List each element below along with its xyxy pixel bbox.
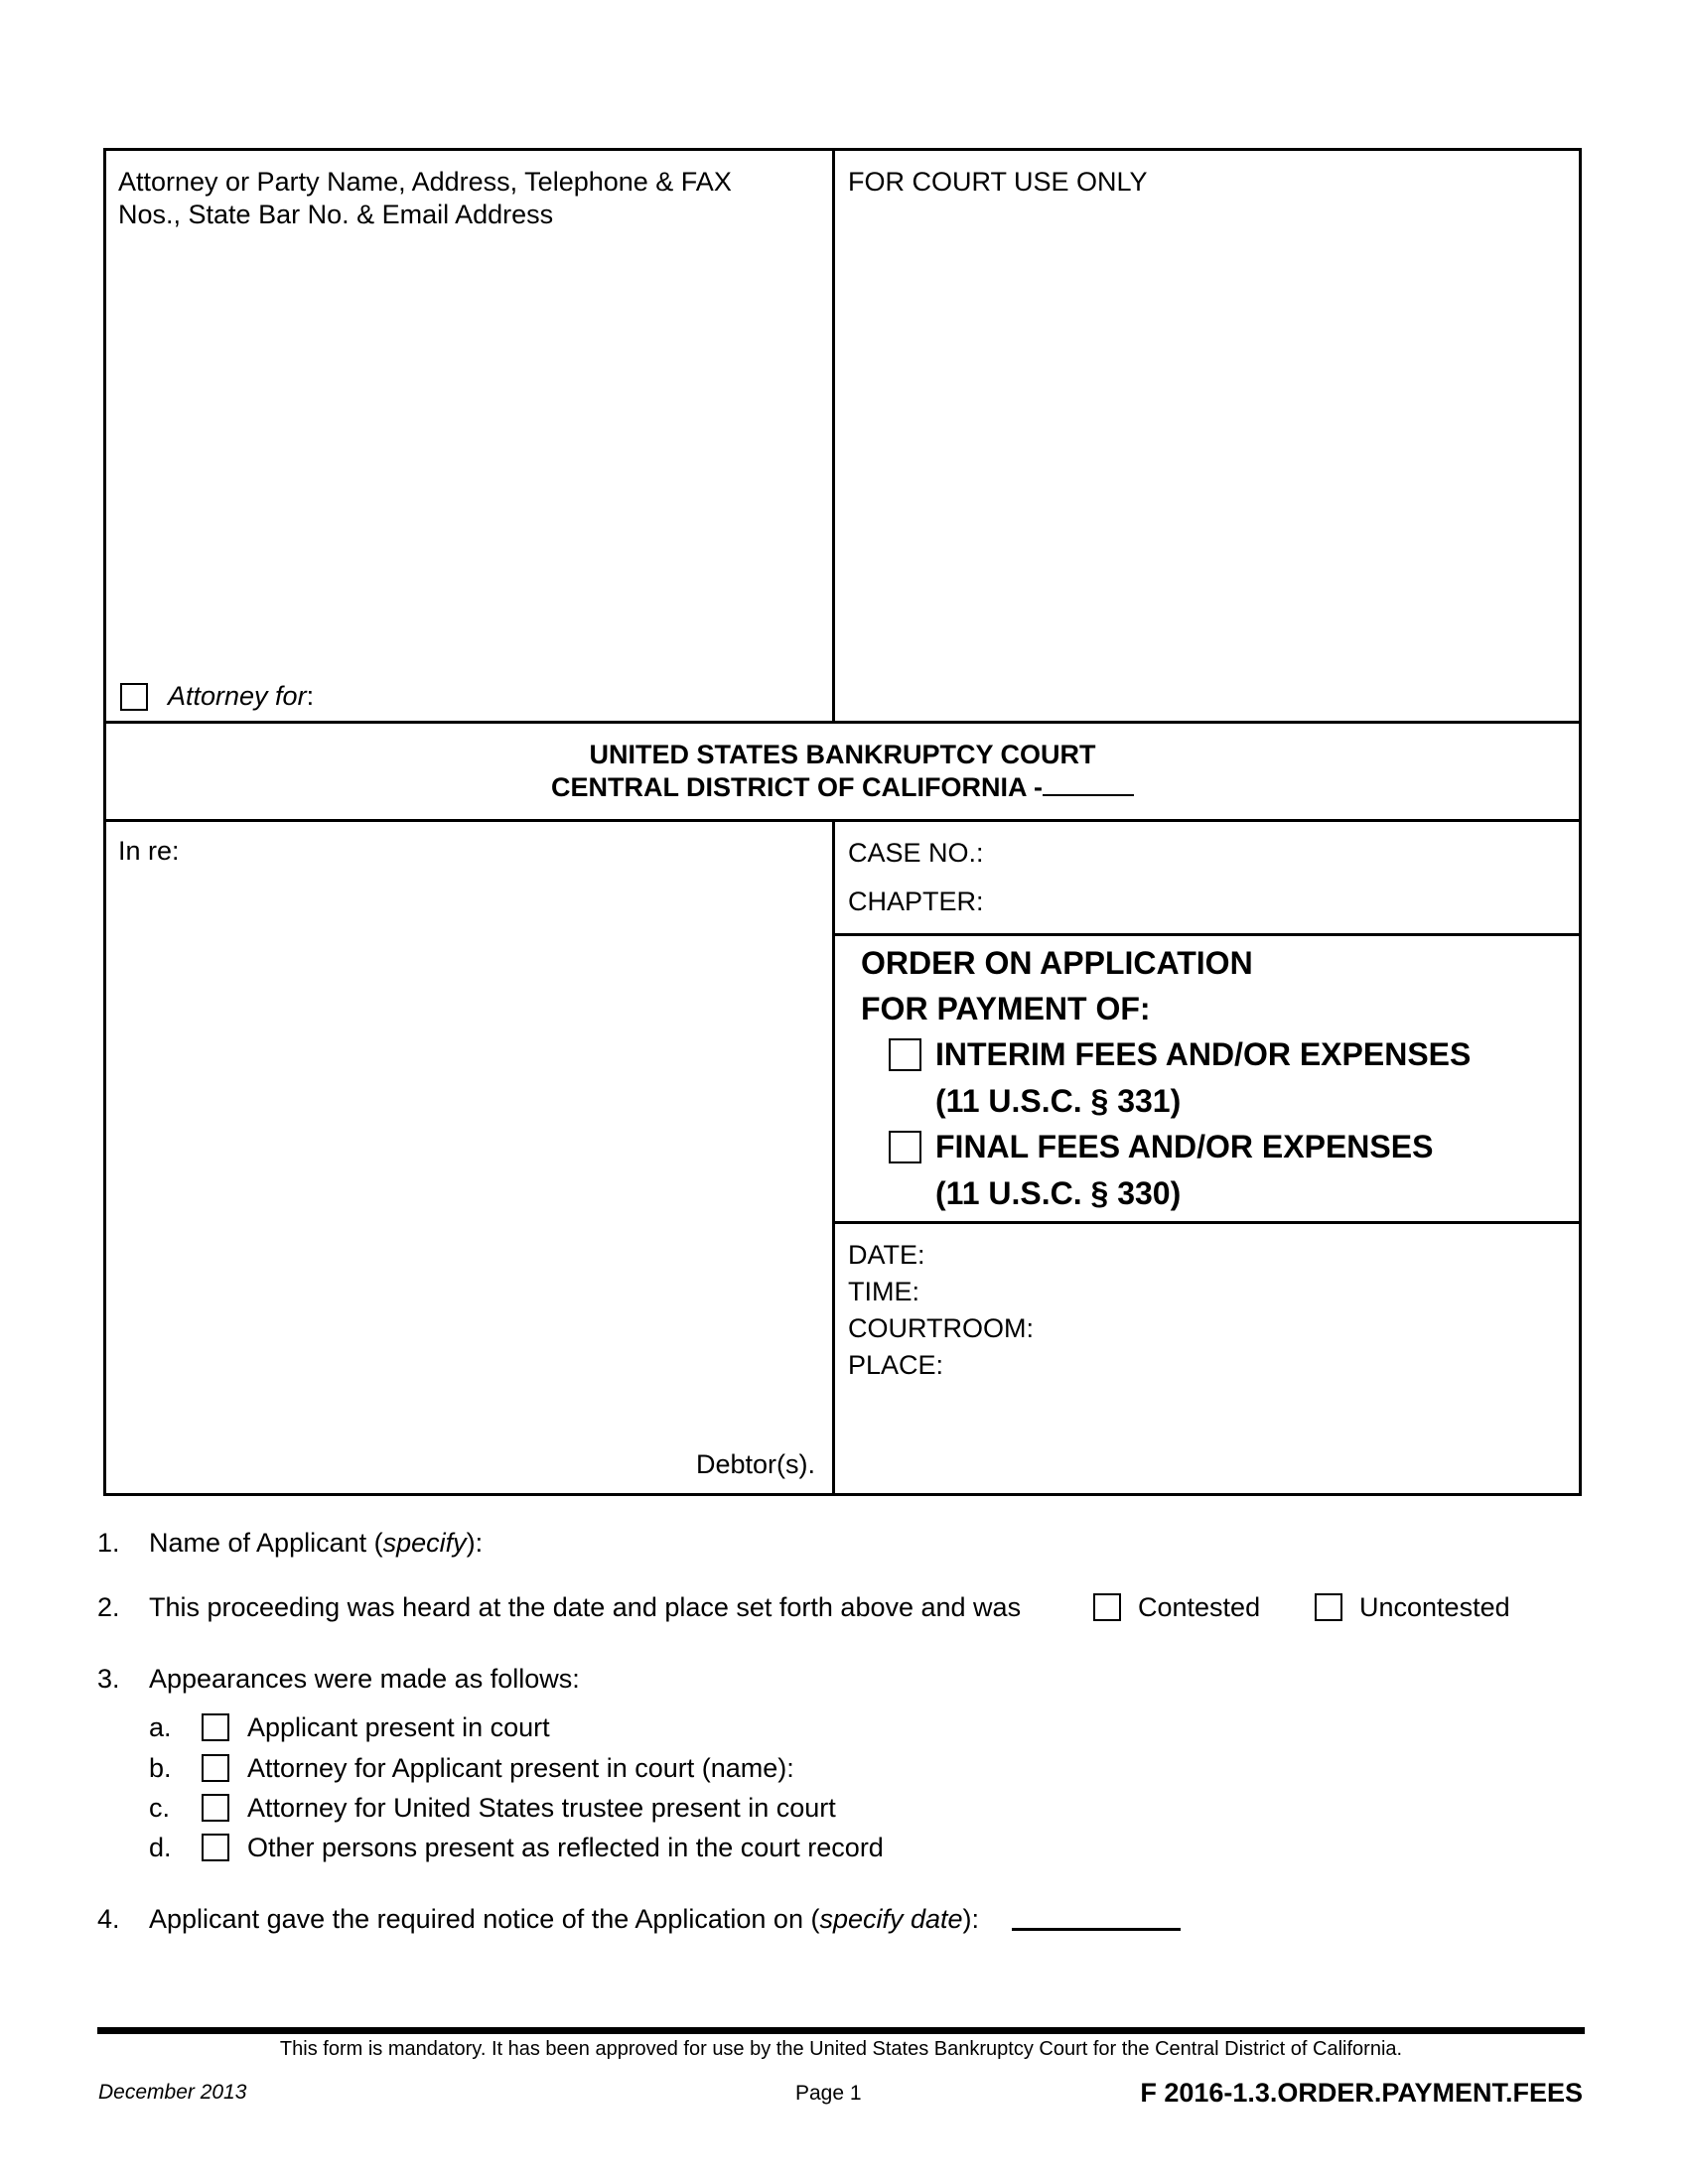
order-title-line2: FOR PAYMENT OF:: [861, 991, 1151, 1026]
debtors-label: Debtor(s).: [696, 1449, 816, 1479]
item-1-specify: specify: [382, 1528, 467, 1558]
item-1-number: 1.: [97, 1528, 120, 1558]
caption-divider-court-bottom: [103, 819, 1582, 822]
applicant-present-checkbox[interactable]: [202, 1713, 229, 1741]
attorney-label-line2: Nos., State Bar No. & Email Address: [118, 200, 554, 229]
attorney-present-checkbox[interactable]: [202, 1754, 229, 1782]
attorney-present-label: Attorney for Applicant present in court (name):: [247, 1753, 794, 1783]
order-title-line1: ORDER ON APPLICATION: [861, 945, 1253, 981]
case-divider: [832, 933, 1582, 936]
attorney-for-checkbox[interactable]: [120, 683, 148, 711]
caption-divider-court-top: [103, 721, 1582, 724]
item-4-text: [149, 1903, 979, 1936]
court-district: CENTRAL DISTRICT OF CALIFORNIA -: [551, 772, 1043, 802]
other-persons-label: Other persons present as reflected in the court record: [247, 1833, 884, 1862]
item-3-text: Appearances were made as follows:: [149, 1664, 580, 1694]
item-4-specify-date: specify date: [819, 1904, 963, 1934]
uncontested-label: Uncontested: [1359, 1592, 1510, 1622]
trustee-present-label: Attorney for United States trustee present in court: [247, 1793, 836, 1823]
item-3b-letter: b.: [149, 1753, 172, 1783]
item-4-prefix: Applicant gave the required notice of the Application on (: [149, 1904, 820, 1934]
interim-fees-checkbox[interactable]: [889, 1038, 921, 1071]
court-title-line1: UNITED STATES BANKRUPTCY COURT: [589, 740, 1096, 769]
interim-fees-statute: (11 U.S.C. § 331): [935, 1083, 1182, 1119]
final-fees-statute: (11 U.S.C. § 330): [935, 1175, 1182, 1211]
caption-table: [103, 148, 1582, 1496]
attorney-for-label: [168, 680, 314, 713]
footer-mandatory: This form is mandatory. It has been approved for use by the United States Bankruptcy Court for the Central District of California.: [279, 2038, 1403, 2060]
final-fees-label: FINAL FEES AND/OR EXPENSES: [935, 1129, 1434, 1164]
other-persons-checkbox[interactable]: [202, 1834, 229, 1861]
hearing-place-label: PLACE:: [848, 1350, 944, 1380]
case-no-label: CASE NO.:: [848, 838, 984, 868]
caption-divider-bottom: [832, 819, 835, 1496]
applicant-present-label: Applicant present in court: [247, 1712, 550, 1742]
item-2-text: This proceeding was heard at the date and place set forth above and was: [149, 1592, 1022, 1622]
contested-checkbox[interactable]: [1093, 1593, 1121, 1621]
contested-label: Contested: [1138, 1592, 1261, 1622]
footer-page: Page 1: [795, 2082, 862, 2105]
attorney-for-colon: :: [306, 681, 315, 711]
caption-divider-top: [832, 148, 835, 724]
order-divider: [832, 1221, 1582, 1224]
item-4-suffix: ):: [962, 1904, 980, 1934]
item-1-text: [149, 1527, 483, 1560]
item-1-suffix: ):: [466, 1528, 484, 1558]
final-fees-checkbox[interactable]: [889, 1131, 921, 1163]
footer-rule: [97, 2027, 1585, 2034]
item-4-number: 4.: [97, 1904, 120, 1934]
footer-form-id: F 2016-1.3.ORDER.PAYMENT.FEES: [1140, 2078, 1583, 2108]
hearing-courtroom-label: COURTROOM:: [848, 1313, 1034, 1343]
interim-fees-label: INTERIM FEES AND/OR EXPENSES: [935, 1036, 1472, 1072]
attorney-for-text: Attorney for: [168, 681, 307, 711]
court-title-line2: [103, 770, 1582, 804]
item-2-number: 2.: [97, 1592, 120, 1622]
item-3d-letter: d.: [149, 1833, 172, 1862]
in-re-label: In re:: [118, 836, 180, 866]
chapter-label: CHAPTER:: [848, 887, 984, 916]
notice-date-blank[interactable]: [1012, 1928, 1181, 1931]
hearing-time-label: TIME:: [848, 1277, 919, 1306]
item-3a-letter: a.: [149, 1712, 172, 1742]
court-use-label: FOR COURT USE ONLY: [848, 167, 1148, 197]
item-1-prefix: Name of Applicant (: [149, 1528, 383, 1558]
item-3-number: 3.: [97, 1664, 120, 1694]
division-blank[interactable]: [1043, 770, 1134, 796]
footer-date: December 2013: [98, 2081, 247, 2104]
trustee-present-checkbox[interactable]: [202, 1794, 229, 1822]
attorney-label-line1: Attorney or Party Name, Address, Telephone & FAX: [118, 167, 732, 197]
item-3c-letter: c.: [149, 1793, 171, 1823]
uncontested-checkbox[interactable]: [1315, 1593, 1342, 1621]
hearing-date-label: DATE:: [848, 1240, 925, 1270]
